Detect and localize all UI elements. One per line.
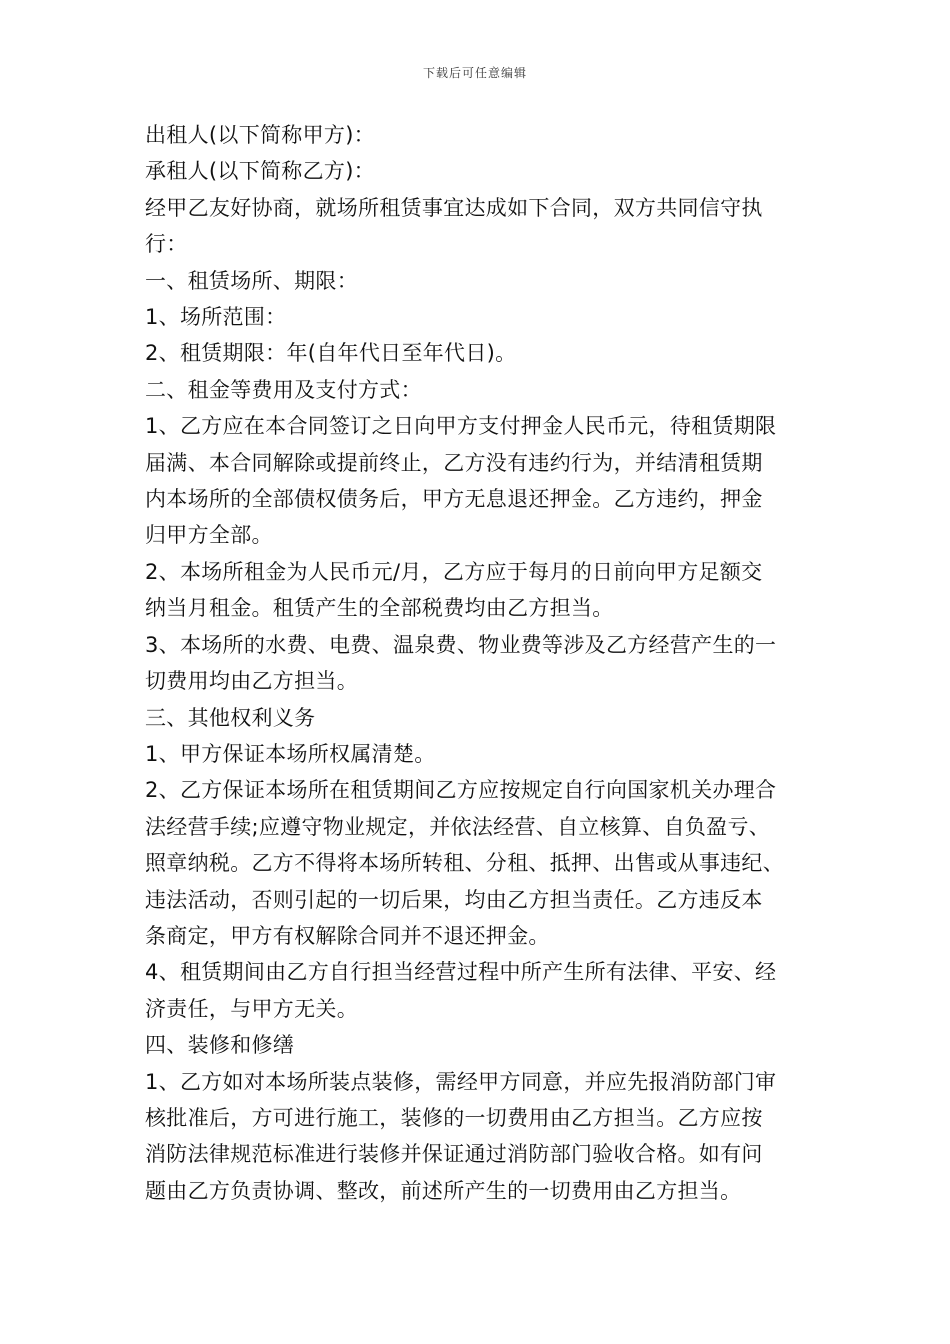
section-heading: 四、装修和修缮 <box>145 1033 295 1058</box>
text-line: 1、乙方应在本合同签订之日向甲方支付押金人民币元，待租赁期限 <box>145 414 777 439</box>
text-line: 核批准后，方可进行施工，装修的一切费用由乙方担当。乙方应按 <box>145 1105 763 1130</box>
text-line: 消防法律规范标准进行装修并保证通过消防部门验收合格。如有问 <box>145 1142 763 1167</box>
text-line: 纳当月租金。租赁产生的全部税费均由乙方担当。 <box>145 596 614 621</box>
page-header: 下载后可任意编辑 <box>422 66 527 80</box>
text-line: 条商定，甲方有权解除合同并不退还押金。 <box>145 923 550 948</box>
section-heading: 一、租赁场所、期限： <box>145 268 358 293</box>
text-line: 切费用均由乙方担当。 <box>145 669 358 694</box>
contract-body <box>145 117 815 1209</box>
text-line: 1、乙方如对本场所装点装修，需经甲方同意，并应先报消防部门审 <box>145 1069 777 1094</box>
text-line: 内本场所的全部债权债务后，甲方无息退还押金。乙方违约，押金 <box>145 487 763 512</box>
text-line: 3、本场所的水费、电费、温泉费、物业费等涉及乙方经营产生的一 <box>145 632 777 657</box>
text-line: 承租人(以下简称乙方)： <box>145 159 375 184</box>
text-line: 2、租赁期限：年(自年代日至年代日)。 <box>145 341 517 366</box>
text-line: 违法活动，否则引起的一切后果，均由乙方担当责任。乙方违反本 <box>145 887 763 912</box>
text-line: 题由乙方负责协调、整改，前述所产生的一切费用由乙方担当。 <box>145 1178 742 1203</box>
text-line: 行： <box>145 232 188 257</box>
section-heading: 二、租金等费用及支付方式： <box>145 377 422 402</box>
text-line: 法经营手续;应遵守物业规定，并依法经营、自立核算、自负盈亏、 <box>145 814 771 839</box>
text-line: 届满、本合同解除或提前终止，乙方没有违约行为，并结清租赁期 <box>145 450 763 475</box>
text-line: 1、甲方保证本场所权属清楚。 <box>145 741 436 766</box>
text-line: 经甲乙友好协商，就场所租赁事宜达成如下合同，双方共同信守执 <box>145 195 763 220</box>
text-line: 2、本场所租金为人民币元/月，乙方应于每月的日前向甲方足额交 <box>145 559 763 584</box>
text-line: 1、场所范围： <box>145 305 287 330</box>
section-heading: 三、其他权利义务 <box>145 705 316 730</box>
text-line: 出租人(以下简称甲方)： <box>145 123 375 147</box>
text-line: 济责任，与甲方无关。 <box>145 996 358 1021</box>
text-line: 4、租赁期间由乙方自行担当经营过程中所产生所有法律、平安、经 <box>145 960 777 985</box>
text-line: 归甲方全部。 <box>145 523 273 548</box>
text-line: 2、乙方保证本场所在租赁期间乙方应按规定自行向国家机关办理合 <box>145 778 777 803</box>
text-line: 照章纳税。乙方不得将本场所转租、分租、抵押、出售或从事违纪、 <box>145 851 784 876</box>
